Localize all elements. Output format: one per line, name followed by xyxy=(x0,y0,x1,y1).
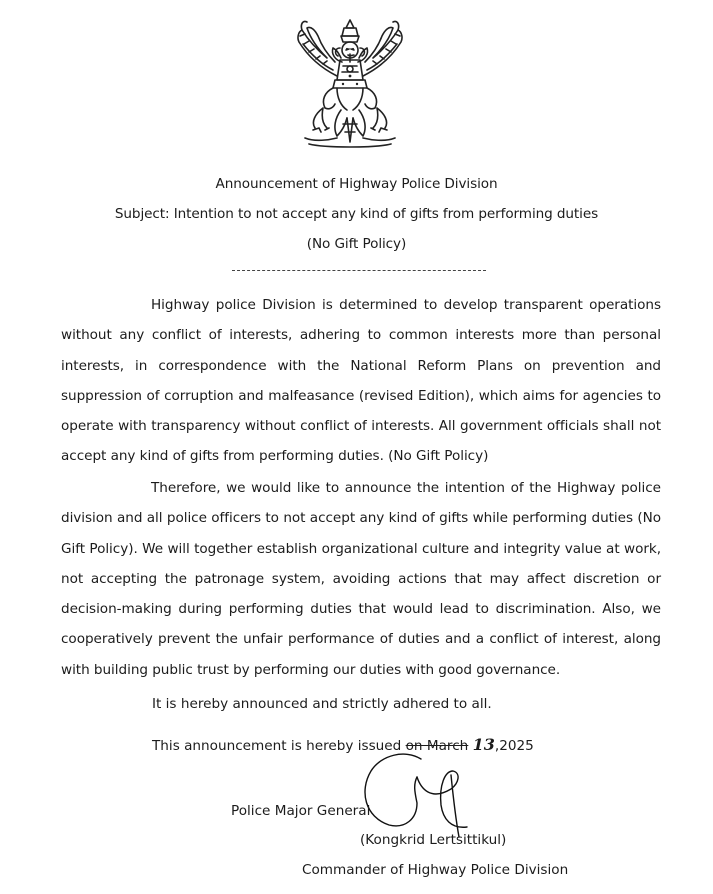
garuda-emblem-icon xyxy=(285,14,415,152)
issued-year: ,2025 xyxy=(494,738,534,754)
signatory-rank: Police Major General xyxy=(231,803,371,819)
handwritten-signature xyxy=(355,745,495,841)
paragraph-1: Highway police Division is determined to develop transparent operations without any conflict of interests, adhering to common interests more than personal interests, in correspondence with the National Reform Plans on prevention and suppression of corruption and malfeasance (revised Edition), which aims for agencies to operate with transparency without conflict of interests. All government officials shall not accept any kind of gifts from performing duties. (No Gift Policy) xyxy=(61,297,661,465)
separator-line xyxy=(232,270,486,271)
announcement-title: Announcement of Highway Police Division xyxy=(215,176,498,192)
announced-line: It is hereby announced and strictly adhered to all. xyxy=(152,696,492,712)
issued-day-handwritten: 13 xyxy=(472,735,495,754)
issued-prefix: This announcement is hereby issued xyxy=(152,738,402,754)
issued-struck-text: on March xyxy=(405,738,469,754)
subject-line: Subject: Intention to not accept any kind of gifts from performing duties xyxy=(114,206,599,222)
paragraph-2: Therefore, we would like to announce the intention of the Highway police division and all police officers to not accept any kind of gifts while performing duties (No Gift Policy). We will together establish organizational culture and integrity value at work, not accepting the patronage system, avoiding actions that may affect discretion or decision-making during performing duties that would lead to discrimination. Also, we cooperatively prevent the unfair performance of duties and a conflict of interest, along with building public trust by performing our duties with good governance. xyxy=(61,480,661,678)
signatory-position: Commander of Highway Police Division xyxy=(302,862,569,878)
policy-name: (No Gift Policy) xyxy=(306,236,407,252)
signatory-name: (Kongkrid Lertsittikul) xyxy=(360,832,507,848)
